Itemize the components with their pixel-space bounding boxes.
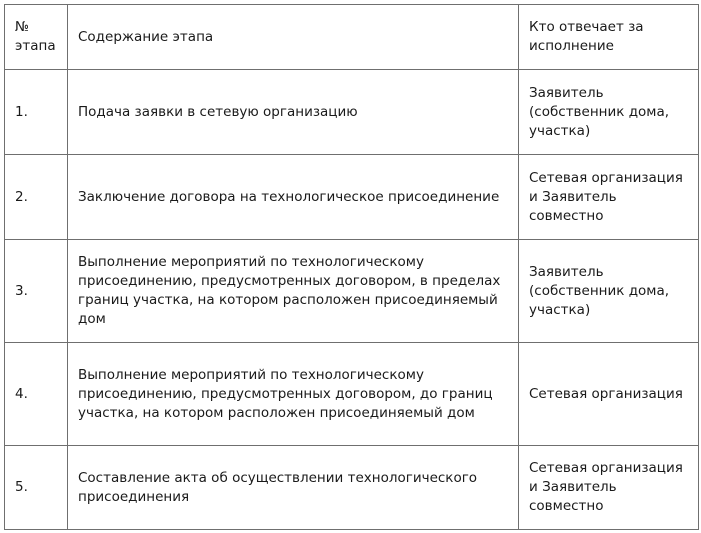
stage-content: Составление акта об осуществлении технологического присоединения [68,446,519,530]
stages-table [4,4,699,530]
stage-number: 1. [5,70,68,155]
stage-number: 2. [5,155,68,240]
stage-responsible: Сетевая организация и Заявитель совместно [519,155,699,240]
stage-responsible: Заявитель (собственник дома, участка) [519,70,699,155]
stage-content: Выполнение мероприятий по технологическому присоединению, предусмотренных договором, до границ участка, на котором расположен присоединяемый дом [68,343,519,446]
stage-content: Подача заявки в сетевую организацию [68,70,519,155]
table-row [5,343,699,446]
stage-responsible: Сетевая организация и Заявитель совместно [519,446,699,530]
stage-number: 5. [5,446,68,530]
table-header-row [5,5,699,70]
stage-content: Заключение договора на технологическое присоединение [68,155,519,240]
header-stage-number: № этапа [5,5,68,70]
table-row [5,155,699,240]
stage-number: 4. [5,343,68,446]
table-row [5,446,699,530]
stage-responsible: Заявитель (собственник дома, участка) [519,240,699,343]
stage-number: 3. [5,240,68,343]
header-responsible: Кто отвечает за исполнение [519,5,699,70]
header-stage-content: Содержание этапа [68,5,519,70]
stage-content: Выполнение мероприятий по технологическому присоединению, предусмотренных договором, в пределах границ участка, на котором расположен присоединяемый дом [68,240,519,343]
stage-responsible: Сетевая организация [519,343,699,446]
table-row [5,240,699,343]
table-row [5,70,699,155]
